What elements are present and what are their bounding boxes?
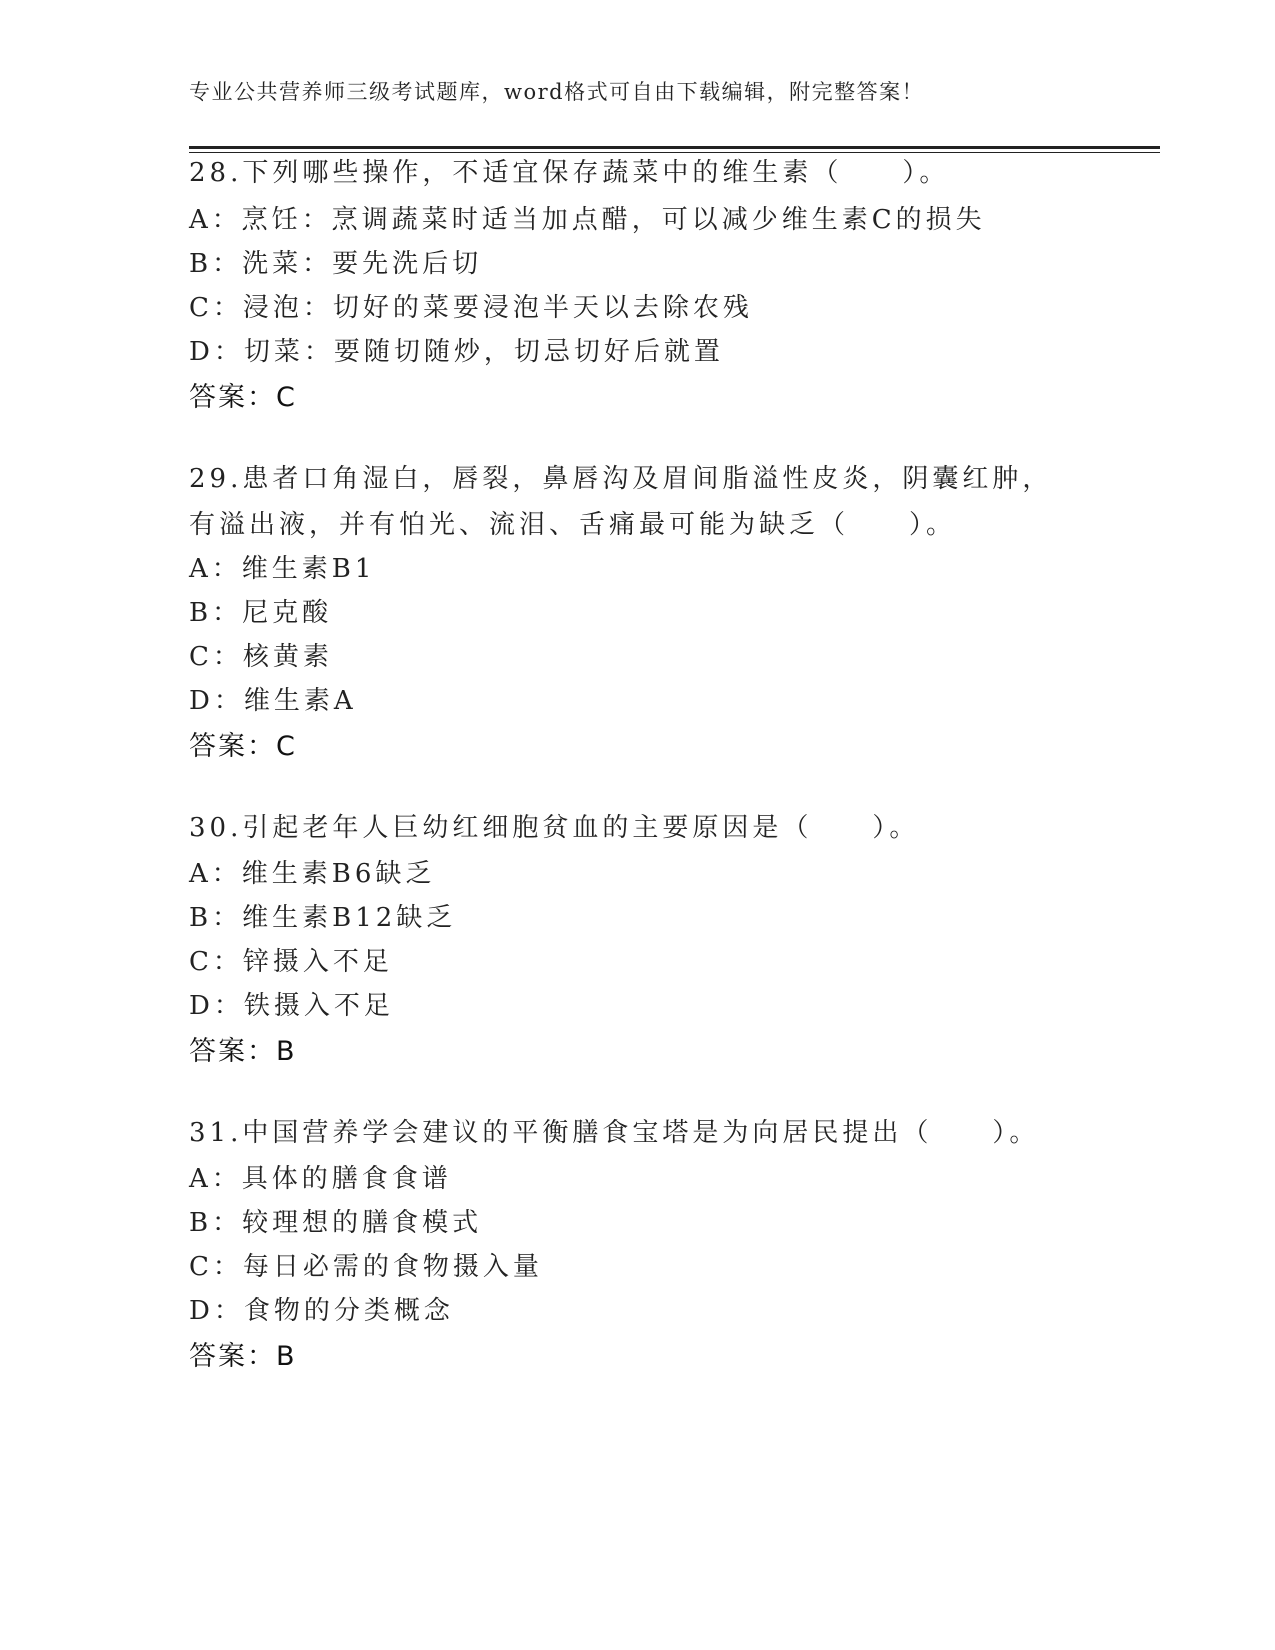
answer: 答案：B: [189, 1341, 297, 1372]
option-d: D：切菜：要随切随炒，切忌切好后就置: [189, 337, 724, 367]
option-b: B：维生素B12缺乏: [189, 903, 457, 933]
option-d: D：维生素A: [189, 686, 357, 716]
question-stem: 31.中国营养学会建议的平衡膳食宝塔是为向居民提出（ ）。: [189, 1118, 1040, 1148]
option-c: C：浸泡：切好的菜要浸泡半天以去除农残: [189, 293, 753, 323]
option-b: B：尼克酸: [189, 598, 333, 628]
option-a: A：维生素B6缺乏: [189, 859, 436, 889]
question-stem: 28.下列哪些操作，不适宜保存蔬菜中的维生素（ ）。: [189, 158, 950, 188]
question-stem: 30.引起老年人巨幼红细胞贫血的主要原因是（ ）。: [189, 813, 920, 843]
option-d: D：食物的分类概念: [189, 1296, 454, 1326]
answer: 答案：C: [189, 731, 297, 762]
answer: 答案：B: [189, 1036, 297, 1067]
option-a: A：烹饪：烹调蔬菜时适当加点醋，可以减少维生素C的损失: [189, 205, 986, 235]
option-a: A：具体的膳食食谱: [189, 1164, 452, 1194]
option-c: C：每日必需的食物摄入量: [189, 1252, 543, 1282]
answer: 答案：C: [189, 382, 297, 413]
question-stem: 29.患者口角湿白，唇裂，鼻唇沟及眉间脂溢性皮炎，阴囊红肿，有溢出液，并有怕光、流泪、舌痛最可能为缺乏（ ）。: [189, 464, 1053, 540]
option-b: B：洗菜：要先洗后切: [189, 249, 483, 279]
page-header: 专业公共营养师三级考试题库，word格式可自由下载编辑，附完整答案！: [189, 80, 925, 104]
header-rule-thick: [189, 146, 1160, 149]
option-d: D：铁摄入不足: [189, 991, 394, 1021]
option-c: C：核黄素: [189, 642, 333, 672]
option-c: C：锌摄入不足: [189, 947, 393, 977]
option-b: B：较理想的膳食模式: [189, 1208, 483, 1238]
option-a: A：维生素B1: [189, 554, 376, 584]
